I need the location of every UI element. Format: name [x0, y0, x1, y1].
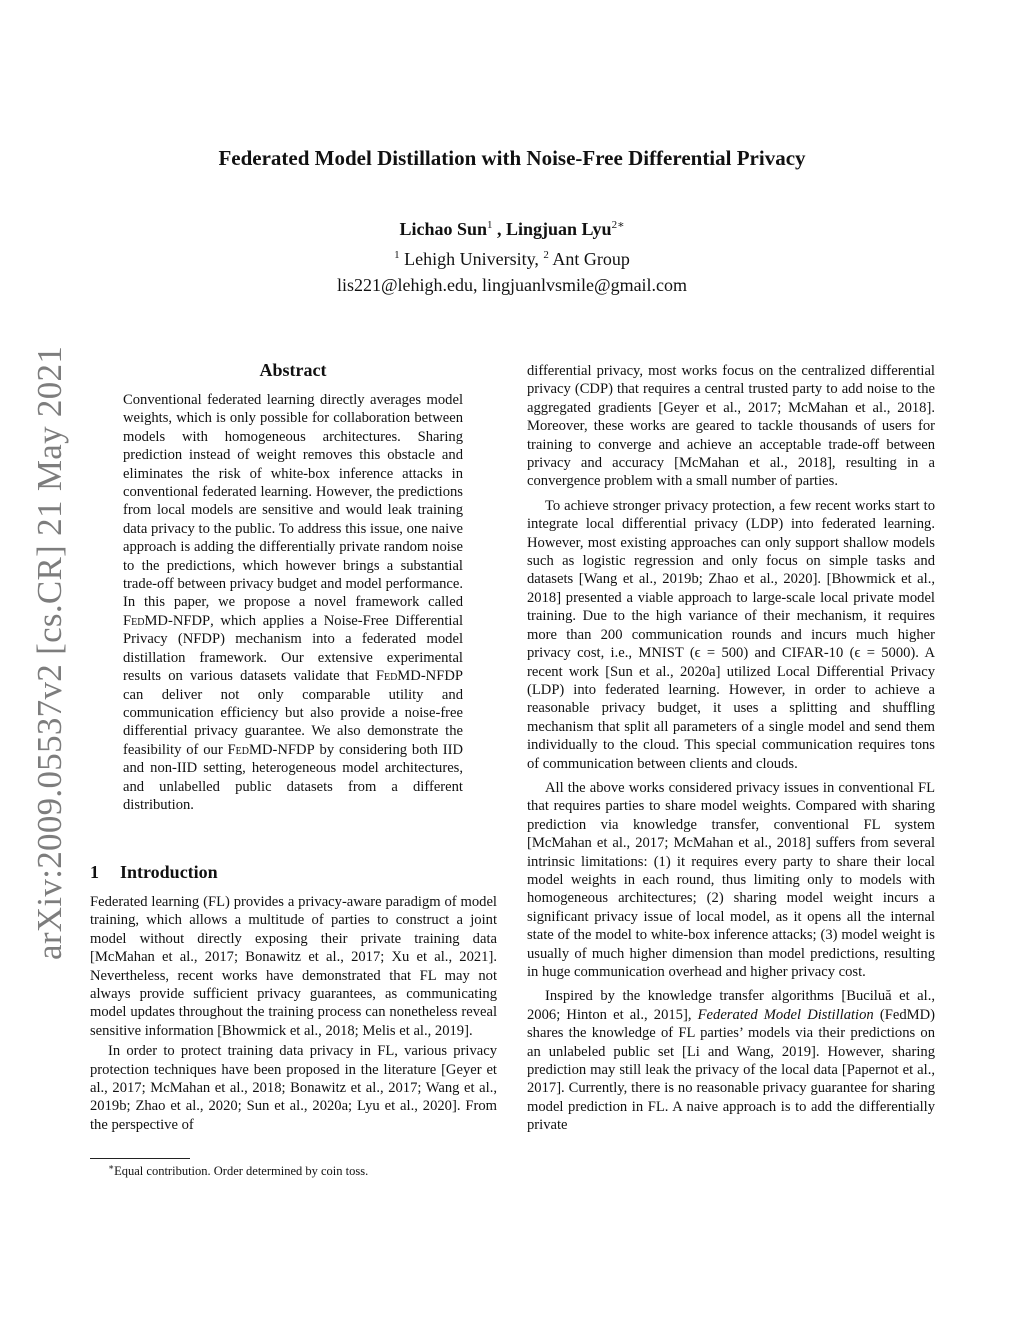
author-emails: lis221@lehigh.edu, lingjuanlvsmile@gmail.com [336, 275, 688, 295]
right-paragraph-4-a: Inspired by the knowledge transfer algorithms [Buciluă et al., 2006; Hinton et al., 2015], [527, 988, 935, 1023]
right-column [527, 362, 935, 1141]
author-2: Lingjuan Lyu [506, 219, 612, 239]
right-paragraph-2: To achieve stronger privacy protection, a few recent works start to integrate local differential privacy (LDP) into federated learning. However, most existing approaches can only support shallow models such as logistic regression and only focus on simple tasks and datasets [Wang et al., 2019b; Zhao et al., 2020]. [Bhowmick et al., 2018] presented a viable approach to large-scale local private model training. Due to the high variance of their mechanism, it requires more than 200 communication rounds and incurs much higher privacy cost, i.e., MNIST (ϵ = 500) and CIFAR-10 (ϵ = 5000). A recent work [Sun et al., 2020a] utilized Local Differential Privacy (LDP) into federated learning. However, in order to achieve a reasonable privacy budget, it uses a splitting and shuffling mechanism that split all parameters of a single model and send them individually to the cloud. This special communication requires tons of communication between clients and clouds. [527, 497, 935, 772]
affiliations [80, 242, 944, 272]
abstract-text [123, 391, 463, 814]
section-title: Introduction [120, 862, 218, 882]
abstract-part-3: can deliver not only comparable utility and communication efficiency but also provide a noise-free differential privacy guarantee. We also demonstrate the feasibility of our [123, 686, 463, 758]
abstract-part-2: , which applies a Noise-Free Differential Privacy (NFDP) mechanism into a federated model distillation framework. Our extensive experimental results on various datasets validate that [123, 612, 463, 685]
footnote [108, 1162, 368, 1179]
footnote-divider [90, 1158, 190, 1159]
intro-paragraph-1: Federated learning (FL) provides a privacy-aware paradigm of model training, which allows a multitude of parties to construct a joint model without directly exposing their private training data [McMahan et al., 2017; Bonawitz et al., 2017; Xu et al., 2021]. Nevertheless, recent works have demonstrated that FL may not always provide sufficient privacy guarantees, as communicating model updates throughout the training process can nonetheless reveal sensitive information [Bhowmick et al., 2018; Melis et al., 2019]. [90, 894, 497, 1039]
author-names [80, 212, 944, 242]
right-paragraph-3: All the above works considered privacy issues in conventional FL that requires parties to share model weights. Compared with sharing prediction via knowledge transfer, conventional FL system [McMahan et al., 2017; McMahan et al., 2018] suffers from several intrinsic limitations: (1) it requires every party to share their local model weights in each round, thus limiting only to models with homogeneous architectures; (2) sharing model weight incurs a significant privacy issue of local model, as it opens all the internal state of the model to white-box inference attacks; (3) model weight is usually of much higher dimension than model predictions, resulting in huge communication overhead and higher privacy cost. [527, 779, 935, 980]
author-separator: , [492, 219, 506, 239]
footnote-mark: ∗ [108, 1162, 115, 1172]
emphasis-text: Federated Model Distillation [697, 1006, 874, 1023]
introduction-section [90, 862, 497, 1134]
abstract-heading: Abstract [259, 360, 327, 380]
section-heading [90, 862, 497, 883]
right-paragraph-4-b: (FedMD) shares the knowledge of FL parties’ models via their predictions on an unlabeled public set [Li and Wang, 2019]. However, sharing prediction may still leak the privacy of the local data [Papernot et al., 2017]. Currently, there is no reasonable privacy guarantee for sharing model prediction in FL. A naive approach is to add the differentially private [527, 1006, 935, 1134]
intro-paragraph-2: In order to protect training data privacy in FL, various privacy protection techniques have been proposed in the literature [Geyer et al., 2017; McMahan et al., 2018; Bonawitz et al., 2017; Wang et al., 2019b; Zhao et al., 2020; Sun et al., 2020a; Lyu et al., 2020]. From the perspective of [90, 1043, 497, 1133]
right-paragraph-4 [527, 987, 935, 1134]
section-number: 1 [90, 862, 99, 882]
affiliation-2-mark: 2 [543, 249, 549, 261]
framework-name: FedMD-NFDP [123, 612, 211, 629]
framework-name: FedMD-NFDP [375, 668, 463, 685]
framework-name: FedMD-NFDP [227, 741, 315, 758]
author-1-mark: 1 [487, 219, 493, 231]
author-1: Lichao Sun [399, 219, 487, 239]
affiliation-2: Ant Group [548, 249, 630, 269]
author-2-mark: 2∗ [611, 219, 625, 231]
paper-title: Federated Model Distillation with Noise-Free Differential Privacy [218, 146, 806, 170]
abstract-part-1: Conventional federated learning directly averages model weights, which is only possible for collaboration between models with homogeneous architectures. Sharing prediction instead of weight removes this obstacle and eliminates the risk of white-box inference attacks in conventional federated learning. However, the predictions from local models are sensitive and would leak training data privacy to the public. To address this issue, one naive approach is adding the differentially private random noise to the predictions, which however brings a substantial trade-off between privacy budget and model performance. In this paper, we propose a novel framework called [123, 392, 463, 611]
author-block [80, 212, 944, 298]
abstract-section [123, 360, 463, 814]
affiliation-1: Lehigh University, [399, 249, 544, 269]
abstract-part-4: by considering both IID and non-IID setting, heterogeneous model architectures, and unlabelled public datasets from a different distribution. [123, 741, 463, 813]
arxiv-identifier: arXiv:2009.05537v2 [cs.CR] 21 May 2021 [30, 345, 69, 960]
footnote-text: Equal contribution. Order determined by coin toss. [114, 1164, 369, 1179]
affiliation-1-mark: 1 [394, 249, 400, 261]
right-paragraph-1: differential privacy, most works focus on the centralized differential privacy (CDP) that requires a central trusted party to add noise to the aggregated gradients [Geyer et al., 2017; McMahan et al., 2018]. Moreover, these works are geared to tackle thousands of users for training to converge and achieve an acceptable trade-off between privacy and accuracy [McMahan et al., 2018], resulting in a convergence problem with a small number of parties. [527, 363, 935, 490]
